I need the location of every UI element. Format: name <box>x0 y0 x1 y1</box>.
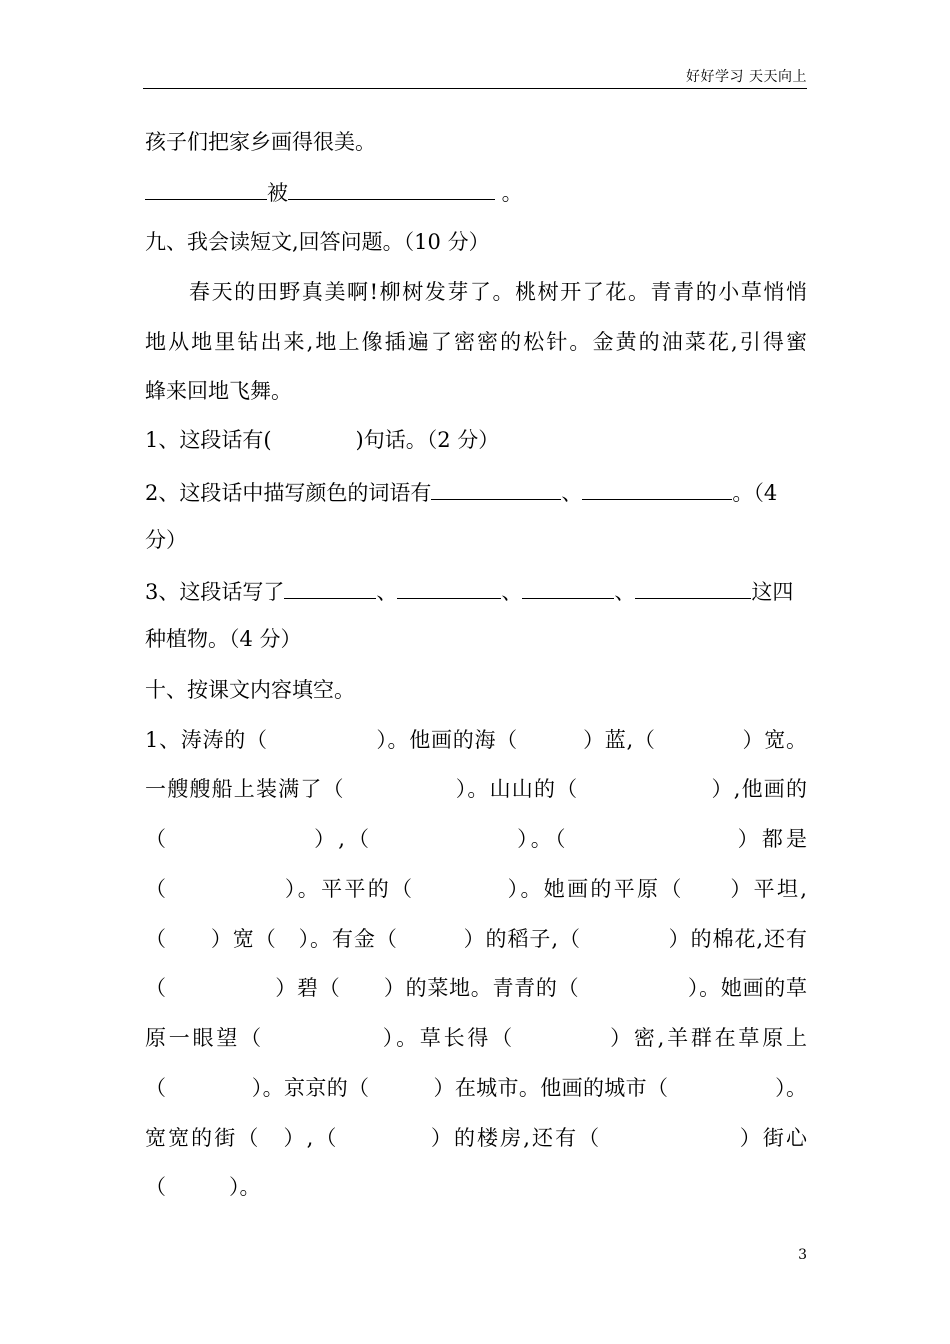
question-3-continuation: 种植物。（4 分） <box>145 627 302 651</box>
fill-in-line: （ ）碧（ ）的菜地。青青的（ ）。她画的草 <box>145 976 807 1000</box>
passage-line: 春天的田野真美啊!柳树发芽了。桃树开了花。青青的小草悄悄 <box>189 280 807 304</box>
example-sentence: 孩子们把家乡画得很美。 <box>145 130 376 154</box>
fill-in-line: （ ）宽（ ）。有金（ ）的稻子,（ ）的棉花,还有 <box>145 927 807 951</box>
answer-blank[interactable] <box>431 478 561 500</box>
page-header-text: 好好学习 天天向上 <box>686 69 807 85</box>
answer-blank[interactable] <box>288 178 495 200</box>
separator: 、 <box>561 481 583 505</box>
question-1: 1、这段话有( )句话。（2 分） <box>145 428 500 452</box>
fill-in-line: 1、涛涛的（ ）。他画的海（ ）蓝,（ ）宽。 <box>145 728 807 752</box>
section-10-title: 十、按课文内容填空。 <box>145 678 355 702</box>
fill-in-line: 原一眼望（ ）。草长得（ ）密,羊群在草原上 <box>145 1026 807 1050</box>
question-3 <box>145 577 807 606</box>
question-2-suffix: 。（4 <box>732 481 778 505</box>
answer-blank[interactable] <box>635 577 751 599</box>
answer-blank[interactable] <box>522 577 614 599</box>
passage-line: 地从地里钻出来,地上像插遍了密密的松针。金黄的油菜花,引得蜜 <box>145 330 807 354</box>
end-mark: 。 <box>495 181 523 205</box>
passive-word: 被 <box>267 181 288 205</box>
fill-in-line: 一艘艘船上装满了（ ）。山山的（ ）,他画的 <box>145 777 807 801</box>
fill-in-line: 宽宽的街（ ）,（ ）的楼房,还有（ ）街心 <box>145 1126 807 1150</box>
fill-in-line: （ ）。京京的（ ）在城市。他画的城市（ ）。 <box>145 1076 807 1100</box>
answer-blank[interactable] <box>145 178 267 200</box>
page-number: 3 <box>798 1247 807 1263</box>
fill-in-line: （ ）,（ ）。（ ）都是 <box>145 827 807 851</box>
question-3-prefix: 3、这段话写了 <box>145 580 285 604</box>
answer-blank[interactable] <box>397 577 501 599</box>
separator: 、 <box>614 580 636 604</box>
question-3-suffix: 这四 <box>751 580 794 604</box>
fill-in-line: （ ）。平平的（ ）。她画的平原（ ）平坦, <box>145 877 807 901</box>
fill-in-line: （ ）。 <box>145 1175 261 1199</box>
passive-sentence-line <box>145 178 807 207</box>
section-9-title: 九、我会读短文,回答问题。（10 分） <box>145 230 490 254</box>
question-2-prefix: 2、这段话中描写颜色的词语有 <box>145 481 432 505</box>
passage-line: 蜂来回地飞舞。 <box>145 379 292 403</box>
answer-blank[interactable] <box>284 577 376 599</box>
header-divider <box>143 88 807 89</box>
separator: 、 <box>376 580 398 604</box>
answer-blank[interactable] <box>582 478 732 500</box>
question-2 <box>145 478 807 507</box>
separator: 、 <box>501 580 523 604</box>
question-2-continuation: 分） <box>145 528 187 552</box>
